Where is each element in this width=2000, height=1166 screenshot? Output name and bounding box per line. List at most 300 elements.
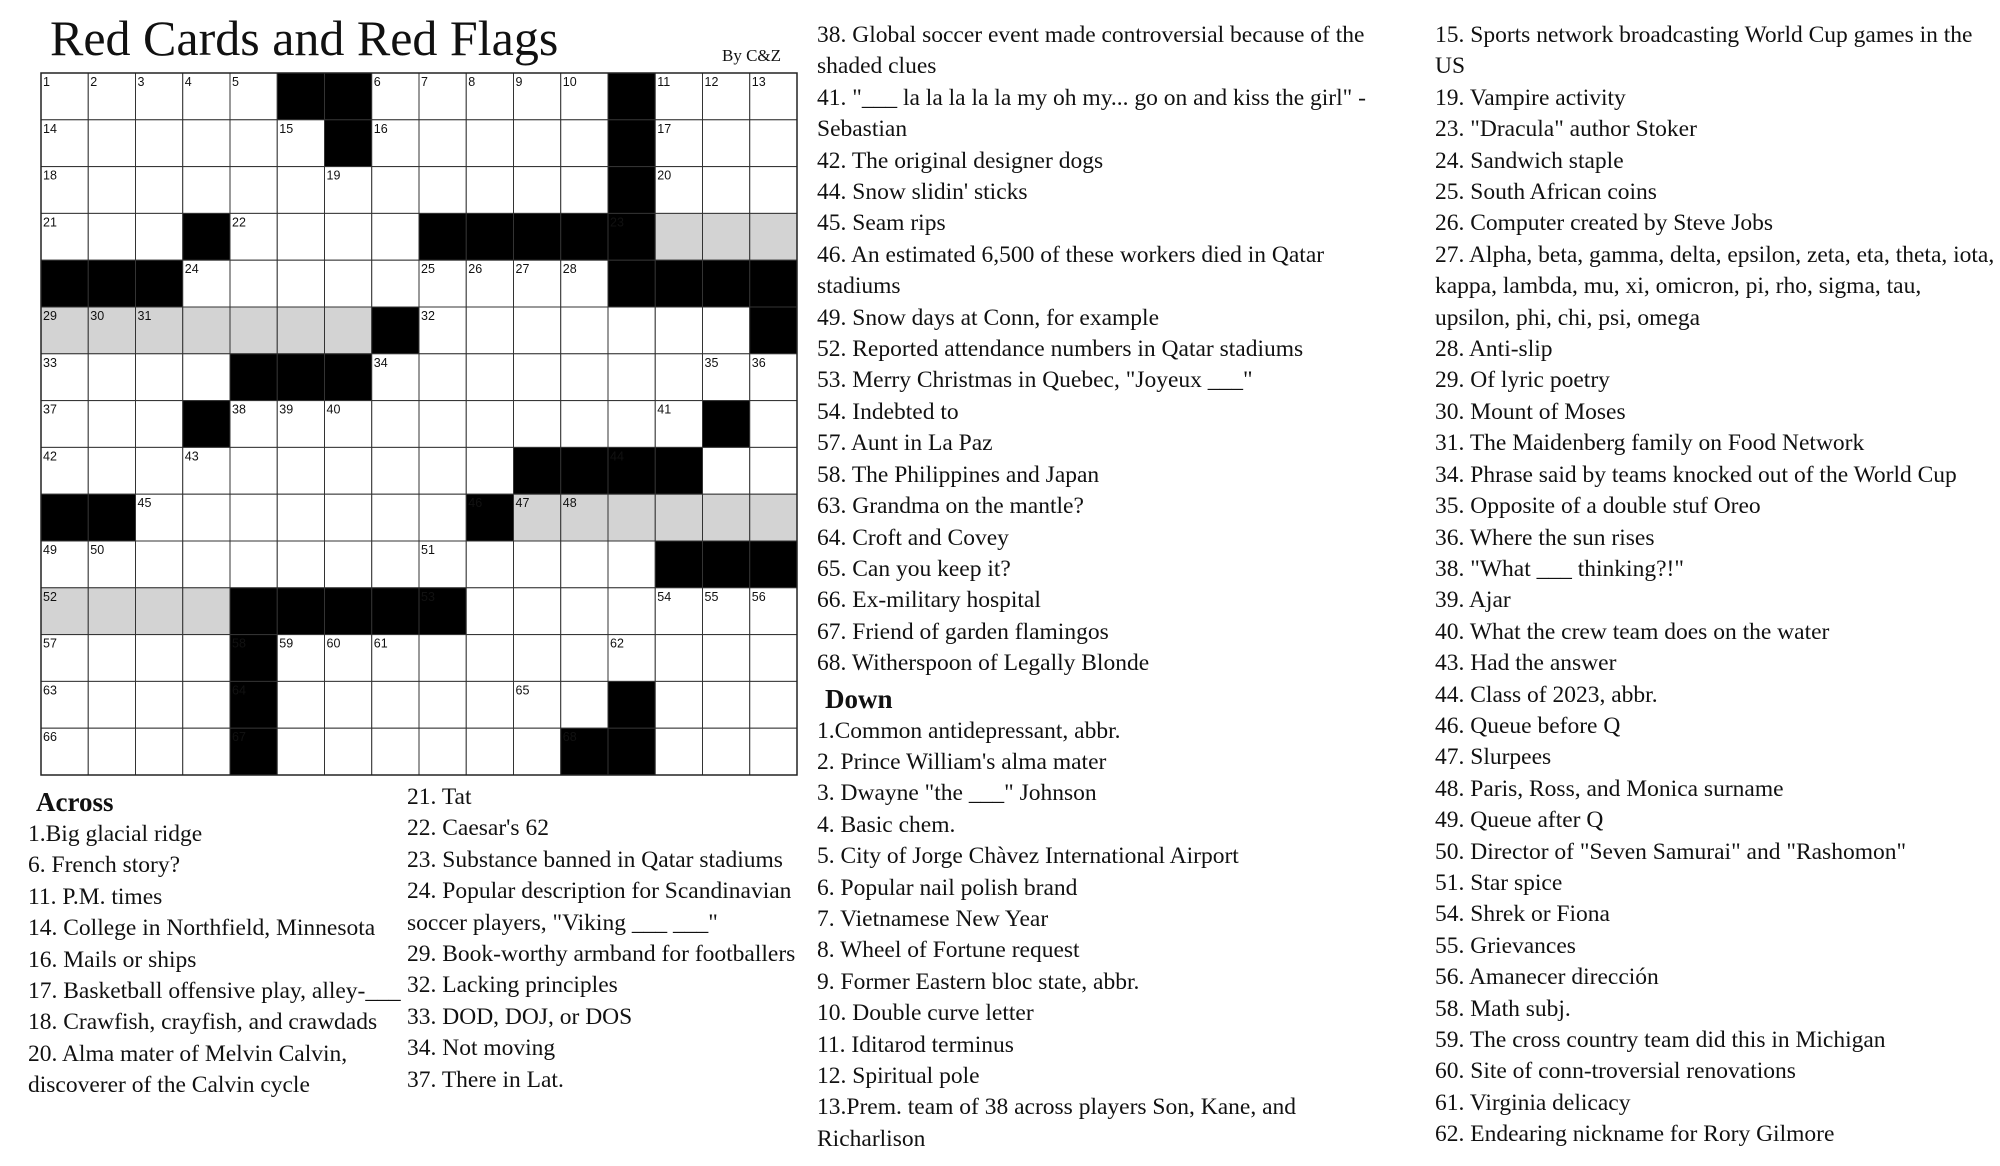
shaded-cell[interactable] bbox=[88, 588, 135, 635]
grid-cell[interactable] bbox=[750, 401, 797, 448]
grid-cell[interactable] bbox=[561, 120, 608, 167]
across-clue-16: 16. Mails or ships bbox=[28, 946, 197, 973]
grid-cell[interactable] bbox=[561, 681, 608, 728]
shaded-cell[interactable] bbox=[136, 588, 183, 635]
grid-cell[interactable] bbox=[608, 588, 655, 635]
cell-number-22: 22 bbox=[232, 215, 246, 230]
grid-cell[interactable] bbox=[88, 681, 135, 728]
grid-cell[interactable] bbox=[136, 681, 183, 728]
down-clue-1: 1.Common antidepressant, abbr. bbox=[817, 717, 1121, 744]
grid-cell[interactable] bbox=[703, 728, 750, 775]
block-cell bbox=[372, 307, 419, 354]
shaded-cell[interactable] bbox=[703, 213, 750, 260]
clue-list bbox=[817, 20, 1407, 680]
grid-cell[interactable] bbox=[655, 354, 702, 401]
grid-cell[interactable] bbox=[372, 494, 419, 541]
grid-cell[interactable] bbox=[419, 447, 466, 494]
across-clue-22: 22. Caesar's 62 bbox=[407, 815, 549, 842]
grid-cell[interactable] bbox=[419, 728, 466, 775]
across-clue-64: 64. Croft and Covey bbox=[817, 524, 1009, 551]
grid-cell[interactable] bbox=[419, 354, 466, 401]
cell-number-23: 23 bbox=[610, 215, 624, 230]
shaded-cell[interactable] bbox=[277, 307, 324, 354]
grid-cell[interactable] bbox=[655, 728, 702, 775]
block-cell bbox=[514, 213, 561, 260]
cell-number-67: 67 bbox=[232, 730, 246, 745]
block-cell bbox=[325, 120, 372, 167]
grid-cell[interactable] bbox=[136, 447, 183, 494]
block-cell bbox=[277, 588, 324, 635]
grid-cell[interactable] bbox=[608, 401, 655, 448]
grid-cell[interactable] bbox=[703, 120, 750, 167]
grid-cell[interactable] bbox=[372, 728, 419, 775]
across-clue-29: 29. Book-worthy armband for footballers bbox=[407, 941, 796, 968]
cell-number-16: 16 bbox=[373, 121, 388, 136]
across-clue-45: 45. Seam rips bbox=[817, 210, 946, 237]
grid-cell[interactable] bbox=[750, 635, 797, 682]
down-clue-44: 44. Class of 2023, abbr. bbox=[1435, 681, 1658, 708]
grid-cell[interactable] bbox=[514, 728, 561, 775]
grid-cell[interactable] bbox=[230, 447, 277, 494]
grid-cell[interactable] bbox=[466, 541, 513, 588]
grid-cell[interactable] bbox=[655, 307, 702, 354]
cell-number-52: 52 bbox=[43, 589, 57, 604]
across-clue-34: 34. Not moving bbox=[407, 1035, 556, 1062]
grid-cell[interactable] bbox=[466, 167, 513, 214]
cell-number-28: 28 bbox=[562, 262, 577, 277]
grid-cell[interactable] bbox=[136, 354, 183, 401]
down-clue-58: 58. Math subj. bbox=[1435, 995, 1571, 1022]
down-clue-24: 24. Sandwich staple bbox=[1435, 147, 1624, 174]
cell-number-37: 37 bbox=[43, 402, 57, 417]
block-cell bbox=[419, 213, 466, 260]
down-clue-54: 54. Shrek or Fiona bbox=[1435, 901, 1610, 928]
grid-cell[interactable] bbox=[514, 541, 561, 588]
grid-cell[interactable] bbox=[277, 447, 324, 494]
down-clue-59: 59. The cross country team did this in Michigan bbox=[1435, 1027, 1886, 1053]
grid-cell[interactable] bbox=[325, 541, 372, 588]
grid-cell[interactable] bbox=[325, 728, 372, 775]
across-clue-32: 32. Lacking principles bbox=[407, 972, 618, 999]
down-clue-51: 51. Star spice bbox=[1435, 869, 1563, 896]
shaded-cell[interactable] bbox=[703, 494, 750, 541]
grid-cell[interactable] bbox=[277, 167, 324, 214]
across-clue-46: 46. An estimated 6,500 of these workers died in Qatar stadiums bbox=[817, 241, 1325, 300]
cell-number-62: 62 bbox=[610, 636, 624, 651]
block-cell bbox=[608, 73, 655, 120]
across-clue-37: 37. There in Lat. bbox=[407, 1066, 564, 1093]
block-cell bbox=[466, 213, 513, 260]
grid-cell[interactable] bbox=[277, 681, 324, 728]
across-clue-65: 65. Can you keep it? bbox=[817, 555, 1011, 582]
block-cell bbox=[41, 260, 88, 307]
puzzle-title: Red Cards and Red Flags bbox=[50, 10, 559, 66]
grid-cell[interactable] bbox=[466, 120, 513, 167]
grid-cell[interactable] bbox=[561, 588, 608, 635]
across-clue-66: 66. Ex-military hospital bbox=[817, 587, 1041, 614]
grid-cell[interactable] bbox=[608, 354, 655, 401]
down-clue-2: 2. Prince William's alma mater bbox=[817, 748, 1107, 775]
block-cell bbox=[41, 494, 88, 541]
grid-cell[interactable] bbox=[230, 120, 277, 167]
cell-number-68: 68 bbox=[562, 730, 577, 745]
grid-cell[interactable] bbox=[325, 494, 372, 541]
cell-number-12: 12 bbox=[704, 75, 719, 89]
block-cell bbox=[88, 494, 135, 541]
down-clue-19: 19. Vampire activity bbox=[1435, 84, 1626, 111]
grid-cell[interactable] bbox=[372, 401, 419, 448]
block-cell bbox=[325, 354, 372, 401]
grid-cell[interactable] bbox=[655, 635, 702, 682]
grid-cell[interactable] bbox=[419, 635, 466, 682]
block-cell bbox=[655, 260, 702, 307]
grid-cell[interactable] bbox=[325, 447, 372, 494]
grid-cell[interactable] bbox=[466, 681, 513, 728]
grid-cell[interactable] bbox=[183, 167, 230, 214]
cell-number-2: 2 bbox=[90, 75, 98, 89]
down-clue-40: 40. What the crew team does on the water bbox=[1435, 618, 1830, 645]
cell-number-25: 25 bbox=[421, 262, 435, 277]
grid-cell[interactable] bbox=[561, 354, 608, 401]
grid-cell[interactable] bbox=[608, 307, 655, 354]
cell-number-40: 40 bbox=[326, 402, 341, 417]
shaded-cell[interactable] bbox=[750, 494, 797, 541]
across-clue-58: 58. The Philippines and Japan bbox=[817, 461, 1100, 488]
block-cell bbox=[230, 354, 277, 401]
shaded-cell[interactable] bbox=[183, 588, 230, 635]
down-clue-39: 39. Ajar bbox=[1435, 587, 1511, 614]
down-clue-38: 38. "What ___ thinking?!" bbox=[1435, 555, 1684, 582]
grid-cell[interactable] bbox=[325, 213, 372, 260]
cell-number-14: 14 bbox=[43, 121, 57, 136]
grid-cell[interactable] bbox=[136, 541, 183, 588]
across-clue-18: 18. Crawfish, crayfish, and crawdads bbox=[28, 1009, 378, 1036]
cell-number-30: 30 bbox=[90, 309, 105, 323]
shaded-cell[interactable] bbox=[608, 494, 655, 541]
block-cell bbox=[608, 167, 655, 214]
down-clue-5: 5. City of Jorge Chàvez International Airport bbox=[817, 843, 1239, 870]
puzzle-byline: By C&Z bbox=[722, 46, 782, 65]
grid-cell[interactable] bbox=[750, 167, 797, 214]
down-clue-62: 62. Endearing nickname for Rory Gilmore bbox=[1435, 1121, 1835, 1148]
grid-cell[interactable] bbox=[419, 401, 466, 448]
cell-number-34: 34 bbox=[373, 355, 388, 370]
grid-cell[interactable] bbox=[561, 635, 608, 682]
across-clue-17: 17. Basketball offensive play, alley-___ bbox=[28, 978, 401, 1005]
grid-cell[interactable] bbox=[183, 681, 230, 728]
across-clue-44: 44. Snow slidin' sticks bbox=[817, 179, 1028, 206]
grid-cell[interactable] bbox=[466, 307, 513, 354]
down-clue-11: 11. Iditarod terminus bbox=[817, 1031, 1014, 1058]
grid-cell[interactable] bbox=[277, 541, 324, 588]
grid-cell[interactable] bbox=[466, 728, 513, 775]
across-clue-20: 20. Alma mater of Melvin Calvin, discoverer of the Calvin cycle bbox=[28, 1040, 348, 1099]
across-clue-68: 68. Witherspoon of Legally Blonde bbox=[817, 650, 1150, 677]
grid-cell[interactable] bbox=[514, 588, 561, 635]
grid-cell[interactable] bbox=[608, 541, 655, 588]
cell-number-46: 46 bbox=[468, 496, 483, 511]
down-clue-15: 15. Sports network broadcasting World Cup games in the US bbox=[1435, 22, 1973, 80]
down-clue-56: 56. Amanecer dirección bbox=[1435, 964, 1659, 991]
down-clue-31: 31. The Maidenberg family on Food Network bbox=[1435, 430, 1865, 457]
grid-cell[interactable] bbox=[750, 728, 797, 775]
grid-cell[interactable] bbox=[750, 447, 797, 494]
block-cell bbox=[750, 541, 797, 588]
cell-number-3: 3 bbox=[137, 75, 145, 89]
grid-cell[interactable] bbox=[419, 681, 466, 728]
grid-cell[interactable] bbox=[514, 167, 561, 214]
grid-cell[interactable] bbox=[325, 681, 372, 728]
grid-cell[interactable] bbox=[372, 213, 419, 260]
down-clue-60: 60. Site of conn-troversial renovations bbox=[1435, 1058, 1796, 1085]
grid-cell[interactable] bbox=[514, 635, 561, 682]
grid-cell[interactable] bbox=[277, 213, 324, 260]
grid-cell[interactable] bbox=[466, 354, 513, 401]
grid-cell[interactable] bbox=[561, 401, 608, 448]
down-clue-7: 7. Vietnamese New Year bbox=[817, 905, 1049, 932]
cell-number-33: 33 bbox=[43, 355, 57, 370]
cell-number-43: 43 bbox=[184, 449, 199, 464]
grid-cell[interactable] bbox=[183, 541, 230, 588]
grid-cell[interactable] bbox=[466, 447, 513, 494]
grid-cell[interactable] bbox=[88, 635, 135, 682]
across-clue-67: 67. Friend of garden flamingos bbox=[817, 618, 1109, 645]
across-clue-53: 53. Merry Christmas in Quebec, "Joyeux ___" bbox=[817, 367, 1253, 394]
down-clue-12: 12. Spiritual pole bbox=[817, 1063, 980, 1089]
cell-number-59: 59 bbox=[279, 636, 294, 651]
down-clue-29: 29. Of lyric poetry bbox=[1435, 367, 1610, 394]
cell-number-56: 56 bbox=[751, 589, 766, 604]
grid-cell[interactable] bbox=[230, 494, 277, 541]
down-clue-27: 27. Alpha, beta, gamma, delta, epsilon, zeta, eta, theta, iota, kappa, lambda, mu, xi, omicron, pi, rho, sigma, tau, upsilon, phi, chi, psi, omega bbox=[1435, 241, 1995, 331]
grid-cell[interactable] bbox=[703, 447, 750, 494]
block-cell bbox=[277, 73, 324, 120]
shaded-cell[interactable] bbox=[325, 307, 372, 354]
cell-number-36: 36 bbox=[751, 355, 766, 370]
across-clue-52: 52. Reported attendance numbers in Qatar stadiums bbox=[817, 336, 1304, 363]
across-clue-54: 54. Indebted to bbox=[817, 398, 959, 425]
grid-cell[interactable] bbox=[419, 120, 466, 167]
grid-cell[interactable] bbox=[655, 681, 702, 728]
block-cell bbox=[703, 401, 750, 448]
across-clue-41: 41. "___ la la la la la my oh my... go on and kiss the girl" - Sebastian bbox=[817, 84, 1366, 143]
down-clue-6: 6. Popular nail polish brand bbox=[817, 874, 1078, 901]
clue-list bbox=[28, 819, 406, 1102]
clues-column-4 bbox=[1435, 20, 2000, 1151]
crossword-grid[interactable] bbox=[40, 72, 800, 778]
grid-cell[interactable] bbox=[88, 213, 135, 260]
grid-cell[interactable] bbox=[277, 260, 324, 307]
grid-cell[interactable] bbox=[136, 167, 183, 214]
across-clue-38: 38. Global soccer event made controversial because of the shaded clues bbox=[817, 22, 1365, 80]
block-cell bbox=[608, 728, 655, 775]
cell-number-13: 13 bbox=[751, 75, 766, 89]
across-clue-11: 11. P.M. times bbox=[28, 883, 163, 910]
cell-number-47: 47 bbox=[515, 496, 530, 511]
cell-number-17: 17 bbox=[657, 121, 672, 136]
down-clue-9: 9. Former Eastern bloc state, abbr. bbox=[817, 968, 1140, 995]
cell-number-9: 9 bbox=[515, 75, 523, 89]
block-cell bbox=[277, 354, 324, 401]
cell-number-7: 7 bbox=[421, 75, 428, 89]
clues-column-3 bbox=[817, 20, 1407, 1155]
grid-cell[interactable] bbox=[183, 354, 230, 401]
block-cell bbox=[183, 401, 230, 448]
down-clue-4: 4. Basic chem. bbox=[817, 811, 956, 838]
cell-number-61: 61 bbox=[373, 636, 388, 651]
cell-number-45: 45 bbox=[137, 496, 152, 511]
across-clue-24: 24. Popular description for Scandinavian soccer players, "Viking ___ ___" bbox=[407, 878, 792, 936]
grid-cell[interactable] bbox=[750, 681, 797, 728]
cell-number-54: 54 bbox=[657, 589, 672, 604]
cell-number-32: 32 bbox=[421, 309, 435, 323]
across-clue-1: 1.Big glacial ridge bbox=[28, 821, 203, 847]
grid-cell[interactable] bbox=[230, 167, 277, 214]
grid-cell[interactable] bbox=[230, 541, 277, 588]
grid-cell[interactable] bbox=[561, 167, 608, 214]
block-cell bbox=[230, 588, 277, 635]
shaded-cell[interactable] bbox=[655, 213, 702, 260]
grid-cell[interactable] bbox=[88, 728, 135, 775]
cell-number-31: 31 bbox=[137, 309, 152, 323]
grid-cell[interactable] bbox=[703, 307, 750, 354]
grid-cell[interactable] bbox=[88, 354, 135, 401]
down-clue-36: 36. Where the sun rises bbox=[1435, 524, 1655, 551]
across-clue-33: 33. DOD, DOJ, or DOS bbox=[407, 1003, 633, 1030]
down-clue-13: 13.Prem. team of 38 across players Son, Kane, and Richarlison bbox=[817, 1094, 1297, 1152]
across-clue-63: 63. Grandma on the mantle? bbox=[817, 493, 1084, 520]
down-clue-47: 47. Slurpees bbox=[1435, 744, 1552, 771]
grid-cell[interactable] bbox=[277, 494, 324, 541]
down-clue-48: 48. Paris, Ross, and Monica surname bbox=[1435, 775, 1784, 802]
grid-cell[interactable] bbox=[325, 260, 372, 307]
clue-list bbox=[407, 782, 807, 1096]
shaded-cell[interactable] bbox=[183, 307, 230, 354]
block-cell bbox=[183, 213, 230, 260]
across-clue-14: 14. College in Northfield, Minnesota bbox=[28, 915, 376, 942]
grid-cell[interactable] bbox=[561, 307, 608, 354]
grid-cell[interactable] bbox=[466, 588, 513, 635]
cell-number-4: 4 bbox=[184, 75, 192, 89]
grid-cell[interactable] bbox=[703, 167, 750, 214]
grid-cell[interactable] bbox=[419, 167, 466, 214]
grid-cell[interactable] bbox=[514, 307, 561, 354]
cell-number-51: 51 bbox=[421, 543, 435, 557]
block-cell bbox=[561, 447, 608, 494]
block-cell bbox=[608, 681, 655, 728]
grid-cell[interactable] bbox=[183, 728, 230, 775]
grid-cell[interactable] bbox=[372, 541, 419, 588]
grid-cell[interactable] bbox=[136, 401, 183, 448]
down-header: Down bbox=[825, 683, 893, 714]
grid-cell[interactable] bbox=[88, 167, 135, 214]
grid-cell[interactable] bbox=[514, 120, 561, 167]
grid-cell[interactable] bbox=[466, 401, 513, 448]
cell-number-57: 57 bbox=[43, 636, 57, 651]
cell-number-11: 11 bbox=[657, 75, 671, 89]
grid-cell[interactable] bbox=[136, 635, 183, 682]
grid-cell[interactable] bbox=[88, 120, 135, 167]
cell-number-39: 39 bbox=[279, 402, 294, 417]
grid-cell[interactable] bbox=[372, 447, 419, 494]
cell-number-49: 49 bbox=[43, 543, 57, 557]
block-cell bbox=[655, 541, 702, 588]
grid-cell[interactable] bbox=[136, 120, 183, 167]
down-clue-43: 43. Had the answer bbox=[1435, 650, 1617, 677]
grid-cell[interactable] bbox=[514, 354, 561, 401]
across-clue-23: 23. Substance banned in Qatar stadiums bbox=[407, 846, 783, 873]
cell-number-35: 35 bbox=[704, 355, 719, 370]
across-clue-57: 57. Aunt in La Paz bbox=[817, 430, 993, 457]
cell-number-53: 53 bbox=[421, 589, 435, 604]
cell-number-10: 10 bbox=[562, 75, 577, 89]
cell-number-1: 1 bbox=[43, 75, 50, 89]
grid-cell[interactable] bbox=[372, 681, 419, 728]
grid-cell[interactable] bbox=[514, 401, 561, 448]
grid-cell[interactable] bbox=[183, 494, 230, 541]
across-clue-21: 21. Tat bbox=[407, 784, 472, 810]
cell-number-50: 50 bbox=[90, 543, 105, 557]
grid-cell[interactable] bbox=[703, 635, 750, 682]
cell-number-64: 64 bbox=[232, 683, 246, 698]
shaded-cell[interactable] bbox=[750, 213, 797, 260]
grid-cell[interactable] bbox=[703, 681, 750, 728]
cell-number-27: 27 bbox=[515, 262, 530, 277]
cell-number-48: 48 bbox=[562, 496, 577, 511]
cell-number-21: 21 bbox=[43, 215, 57, 230]
grid-cell[interactable] bbox=[419, 494, 466, 541]
block-cell bbox=[514, 447, 561, 494]
block-cell bbox=[325, 588, 372, 635]
grid-cell[interactable] bbox=[136, 728, 183, 775]
block-cell bbox=[608, 260, 655, 307]
down-clue-30: 30. Mount of Moses bbox=[1435, 398, 1626, 425]
block-cell bbox=[655, 447, 702, 494]
across-clues-column-2 bbox=[407, 782, 807, 1096]
cell-number-55: 55 bbox=[704, 589, 719, 604]
block-cell bbox=[703, 260, 750, 307]
cell-number-19: 19 bbox=[326, 168, 341, 183]
grid-cell[interactable] bbox=[183, 635, 230, 682]
cell-number-6: 6 bbox=[373, 75, 381, 89]
grid-cell[interactable] bbox=[750, 120, 797, 167]
grid-cell[interactable] bbox=[183, 120, 230, 167]
across-clue-49: 49. Snow days at Conn, for example bbox=[817, 304, 1160, 331]
grid-cell[interactable] bbox=[88, 401, 135, 448]
cell-number-66: 66 bbox=[43, 730, 57, 745]
block-cell bbox=[372, 588, 419, 635]
grid-cell[interactable] bbox=[277, 728, 324, 775]
down-clue-46: 46. Queue before Q bbox=[1435, 712, 1621, 739]
down-clue-50: 50. Director of "Seven Samurai" and "Rashomon" bbox=[1435, 838, 1907, 865]
down-clue-3: 3. Dwayne "the ___" Johnson bbox=[817, 780, 1097, 807]
grid-cell[interactable] bbox=[230, 260, 277, 307]
down-clue-26: 26. Computer created by Steve Jobs bbox=[1435, 210, 1774, 237]
across-clue-42: 42. The original designer dogs bbox=[817, 147, 1104, 174]
block-cell bbox=[325, 73, 372, 120]
shaded-cell[interactable] bbox=[230, 307, 277, 354]
grid-cell[interactable] bbox=[88, 447, 135, 494]
grid-cell[interactable] bbox=[372, 260, 419, 307]
grid-cell[interactable] bbox=[561, 541, 608, 588]
grid-cell[interactable] bbox=[466, 635, 513, 682]
grid-cell[interactable] bbox=[136, 213, 183, 260]
cell-number-44: 44 bbox=[610, 449, 624, 464]
block-cell bbox=[750, 307, 797, 354]
grid-cell[interactable] bbox=[372, 167, 419, 214]
shaded-cell[interactable] bbox=[655, 494, 702, 541]
cell-number-42: 42 bbox=[43, 449, 57, 464]
